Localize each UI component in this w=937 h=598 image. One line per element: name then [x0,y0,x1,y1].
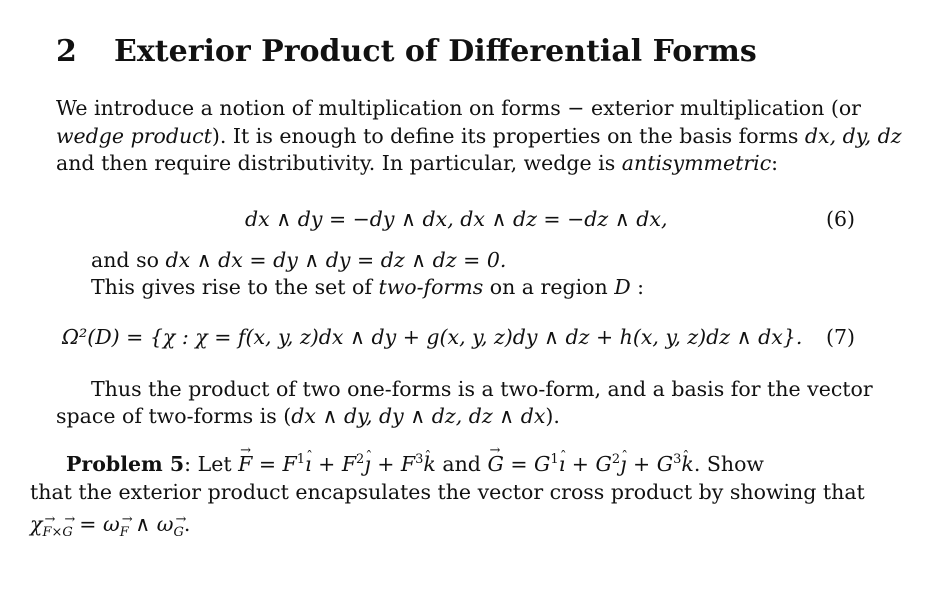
para3-text3: ). [545,404,560,428]
para2-text1: and so [91,248,166,272]
equation-6-label: (6) [825,207,855,231]
problem-line3-formula: $\chi_{F\times G} = \omega_F$ ∧ $\omega_G$. [30,512,191,541]
equation-7-label: (7) [825,325,855,349]
para3-text2: space of two-forms is ( [56,404,292,428]
para3-text1: Thus the product of two one-forms is a two-form, and a basis for the vector [91,377,873,401]
problem-label: Problem 5 [66,452,185,476]
para1-text1: We introduce a notion of multiplication on forms − exterior multiplication (or [56,96,861,120]
section-heading [56,34,757,69]
two-forms-term: two-forms [378,275,484,299]
para2-line1 [91,248,506,272]
para1-colon: : [771,151,779,175]
section-title: Exterior Product of Differential Forms [114,34,757,69]
equation-6: dx ∧ dy = −dy ∧ dx, dx ∧ dz = −dz ∧ dx, [245,207,668,231]
equation-7: Ω²(D) = {χ : χ = f(x, y, z)dx ∧ dy + g(x, y, z)dy ∧ dz + h(x, y, z)dz ∧ dx}. [62,325,803,349]
para1-line2 [56,124,902,148]
two-form-basis: dx ∧ dy, dy ∧ dz, dz ∧ dx [291,404,546,428]
para2-math1: dx ∧ dx = dy ∧ dy = dz ∧ dz = 0. [165,248,507,272]
para2-text3: on a region [483,275,615,299]
problem-text2: . Show [693,452,764,476]
para3-line1 [91,377,873,401]
para2-colon: : [630,275,645,299]
basis-forms: dx, dy, dz [804,124,902,148]
para3-line2 [56,404,560,428]
para1-text3: and then require distributivity. In particular, wedge is [56,151,622,175]
para1-line3 [56,151,778,175]
para2-line2 [91,275,644,299]
antisymmetric-term: antisymmetric [621,151,772,175]
region-symbol: D [614,275,631,299]
vector-G-definition: → $G = G^1ˆ$ ı + $G^2ˆ$ ȷ + $G^3ˆ$ k [487,452,693,476]
para1-text2: ). It is enough to define its properties on the basis forms [211,124,805,148]
para1-line1 [56,96,861,120]
vector-F-definition: → $F = F^1ˆ$ ı + $F^2ˆ$ ȷ + $F^3ˆ$ k [238,452,436,476]
para2-text2: This gives rise to the set of [91,275,379,299]
problem-line2 [30,480,865,504]
section-number: 2 [56,34,77,69]
problem-and: and [435,452,488,476]
problem-line1 [66,452,764,476]
problem-text3: that the exterior product encapsulates the vector cross product by showing that [30,480,865,504]
problem-text1: : Let [184,452,239,476]
wedge-product-term: wedge product [56,124,212,148]
